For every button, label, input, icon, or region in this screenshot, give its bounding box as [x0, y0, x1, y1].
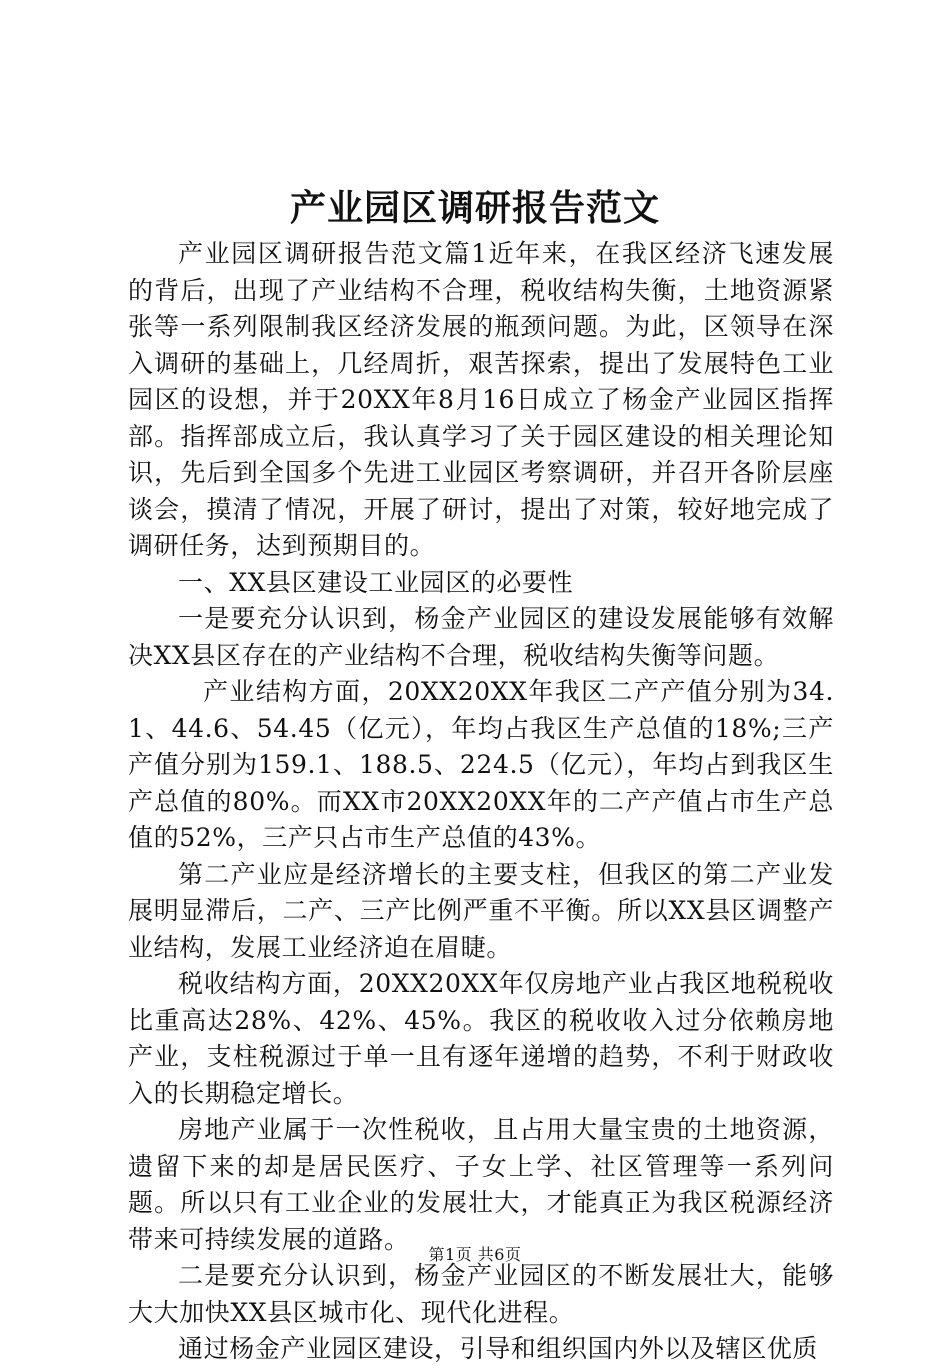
document-body — [128, 236, 834, 1368]
paragraph: 第二产业应是经济增长的主要支柱，但我区的第二产业发展明显滞后，二产、三产比例严重不平衡。所以XX县区调整产业结构，发展工业经济迫在眉睫。 — [128, 859, 834, 962]
paragraph: 产业结构方面，20XX20XX年我区二产产值分别为34.1、44.6、54.45（亿元），年均占我区生产总值的18%;三产产值分别为159.1、188.5、224.5（亿元），年均占到我区生产总值的80%。而XX市20XX20XX年的二产产值占市生产总值的52%，三产只占市生产总值的43%。 — [128, 677, 834, 852]
paragraph: 二是要充分认识到，杨金产业园区的不断发展壮大，能够大大加快XX县区城市化、现代化进程。 — [128, 1261, 834, 1327]
paragraph: 税收结构方面，20XX20XX年仅房地产业占我区地税税收比重高达28%、42%、45%。我区的税收收入过分依赖房地产业，支柱税源过于单一且有逐年递增的趋势，不利于财政收入的长期稳定增长。 — [128, 969, 834, 1108]
paragraph-intro: 产业园区调研报告范文篇1近年来，在我区经济飞速发展的背后，出现了产业结构不合理，税收结构失衡，土地资源紧张等一系列限制我区经济发展的瓶颈问题。为此，区领导在深入调研的基础上，几经周折，艰苦探索，提出了发展特色工业园区的设想，并于20XX年8月16日成立了杨金产业园区指挥部。指挥部成立后，我认真学习了关于园区建设的相关理论知识，先后到全国多个先进工业园区考察调研，并召开各阶层座谈会，摸清了情况，开展了研讨，提出了对策，较好地完成了调研任务，达到预期目的。 — [128, 239, 834, 560]
paragraph: 一是要充分认识到，杨金产业园区的建设发展能够有效解决XX县区存在的产业结构不合理，税收结构失衡等问题。 — [128, 604, 834, 670]
page-number-footer: 第1页 共6页 — [428, 1245, 522, 1264]
document-title: 产业园区调研报告范文 — [289, 187, 660, 229]
paragraph: 通过杨金产业园区建设，引导和组织国内外以及辖区优质 — [178, 1334, 819, 1363]
section-heading: 一、XX县区建设工业园区的必要性 — [178, 567, 574, 597]
paragraph: 房地产业属于一次性税收，且占用大量宝贵的土地资源，遗留下来的却是居民医疗、子女上学、社区管理等一系列问题。所以只有工业企业的发展壮大，才能真正为我区税源经济带来可持续发展的道路。 — [128, 1115, 834, 1254]
